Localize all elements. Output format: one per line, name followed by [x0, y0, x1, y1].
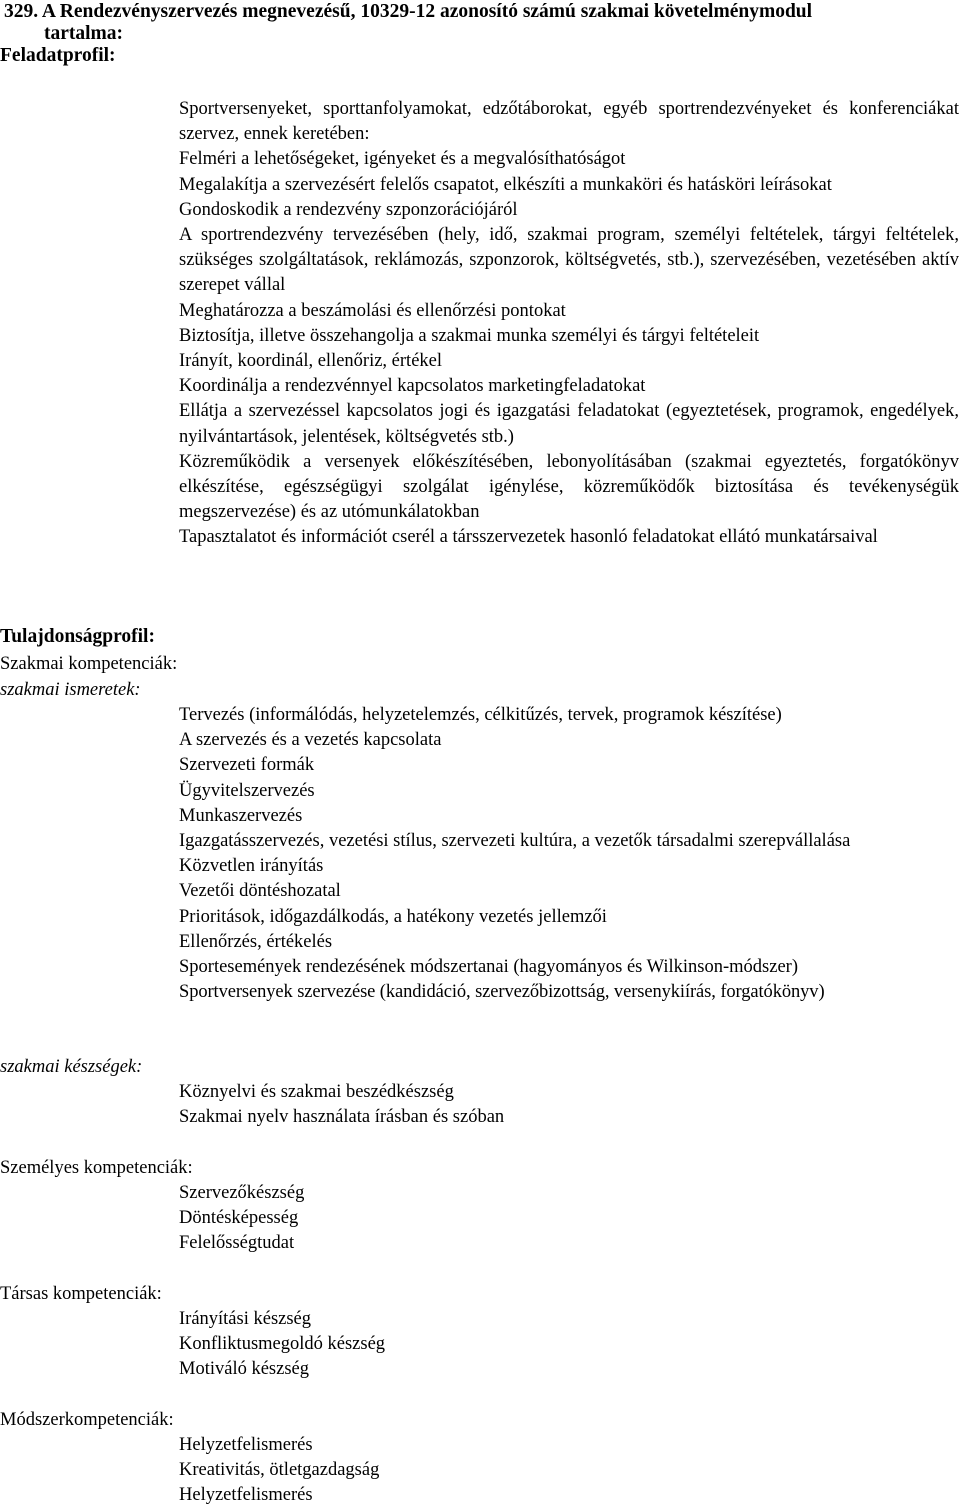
list-item: Kreativitás, ötletgazdagság [179, 1460, 380, 1481]
list-item: Konfliktusmegoldó készség [179, 1334, 386, 1355]
module-title [4, 1, 954, 45]
list-item: Prioritások, időgazdálkodás, a hatékony vezetés jellemzői [179, 906, 607, 927]
list-item: Szakmai nyelv használata írásban és szóban [179, 1107, 505, 1128]
list-item: Közvetlen irányítás [179, 856, 324, 877]
list-item: Tervezés (informálódás, helyzetelemzés, célkitűzés, tervek, programok készítése) [179, 705, 782, 725]
list-item: Felelősségtudat [179, 1233, 295, 1254]
list-item: Sportversenyek szervezése (kandidáció, szervezőbizottság, versenykiírás, forgatókönyv) [179, 982, 825, 1003]
tulajdonsagprofil-heading: Tulajdonságprofil: [0, 626, 155, 647]
list-item: Ellenőrzés, értékelés [179, 931, 333, 952]
szakmai-keszsegek-list [179, 1080, 956, 1130]
list-item: Döntésképesség [179, 1208, 299, 1229]
list-item: Ügyvitelszervezés [179, 780, 315, 801]
list-item: A sportrendezvény tervezésében (hely, idő, szakmai program, személyi feltételek, tárgyi feltételek, szükséges szolgáltatások, reklámozás, szponzorok, költségvetés, stb.), szervezésében, vezetésében aktív szerepet vállal [179, 225, 959, 296]
list-item: Ellátja a szervezéssel kapcsolatos jogi és igazgatási feladatokat (egyeztetések, programok, engedélyek, nyilvántartások, jelentések, költségvetés stb.) [179, 401, 959, 447]
list-item: Gondoskodik a rendezvény szponzorációjáról [179, 199, 518, 220]
feladatprofil-heading: Feladatprofil: [0, 45, 116, 66]
modszerkompetenciak-list [179, 1433, 956, 1509]
list-item: Sportesemények rendezésének módszertanai (hagyományos és Wilkinson-módszer) [179, 957, 798, 978]
list-item: Irányítási készség [179, 1309, 312, 1329]
list-item: Meghatározza a beszámolási és ellenőrzési pontokat [179, 300, 566, 321]
list-item: Munkaszervezés [179, 805, 303, 826]
module-title-line2: tartalma: [44, 23, 124, 44]
list-item: A szervezés és a vezetés kapcsolata [179, 730, 442, 751]
module-title-line1: 329. A Rendezvényszervezés megnevezésű, 10329-12 azonosító számú szakmai követelménymodul [4, 1, 813, 22]
szakmai-keszsegek-label: szakmai készségek: [0, 1057, 143, 1077]
szakmai-ismeretek-list [179, 703, 879, 1005]
szemelyes-kompetenciak-list [179, 1181, 956, 1257]
tarsas-kompetenciak-label: Társas kompetenciák: [0, 1284, 162, 1304]
list-item: Motiváló készség [179, 1359, 309, 1380]
szakmai-ismeretek-label: szakmai ismeretek: [0, 680, 141, 700]
modszerkompetenciak-label: Módszerkompetenciák: [0, 1410, 174, 1430]
list-item: Közreműködik a versenyek előkészítésében, lebonyolításában (szakmai egyeztetés, forgatókönyv elkészítése, egészségügyi szolgálat igénylése, közreműködők biztosítása és tevékenységük megszervezése) és az utómunkálatokban [179, 451, 959, 523]
list-item: Koordinálja a rendezvénnyel kapcsolatos marketingfeladatokat [179, 376, 646, 397]
list-item: Helyzetfelismerés [179, 1435, 313, 1455]
list-item: Szervezőkészség [179, 1183, 305, 1203]
szakmai-kompetenciak-label: Szakmai kompetenciák: [0, 654, 178, 674]
list-item: Felméri a lehetőségeket, igényeket és a megvalósíthatóságot [179, 149, 626, 170]
list-item: Sportversenyeket, sporttanfolyamokat, edzőtáborokat, egyéb sportrendezvényeket és konferenciákat szervez, ennek keretében: [179, 99, 959, 145]
szemelyes-kompetenciak-label: Személyes kompetenciák: [0, 1158, 193, 1178]
list-item: Megalakítja a szervezésért felelős csapatot, elkészíti a munkaköri és hatásköri leírásokat [179, 174, 832, 195]
list-item: Irányít, koordinál, ellenőriz, értékel [179, 351, 443, 372]
tarsas-kompetenciak-list [179, 1307, 956, 1383]
list-item: Tapasztalatot és információt cserél a társszervezetek hasonló feladatokat ellátó munkatársaival [179, 527, 878, 548]
list-item: Helyzetfelismerés [179, 1485, 313, 1506]
list-item: Szervezeti formák [179, 755, 315, 776]
list-item: Vezetői döntéshozatal [179, 881, 341, 902]
list-item: Igazgatásszervezés, vezetési stílus, szervezeti kultúra, a vezetők társadalmi szerepvállalása [179, 831, 851, 852]
list-item: Biztosítja, illetve összehangolja a szakmai munka személyi és tárgyi feltételeit [179, 325, 760, 346]
list-item: Köznyelvi és szakmai beszédkészség [179, 1082, 454, 1102]
feladatprofil-list [179, 97, 959, 551]
